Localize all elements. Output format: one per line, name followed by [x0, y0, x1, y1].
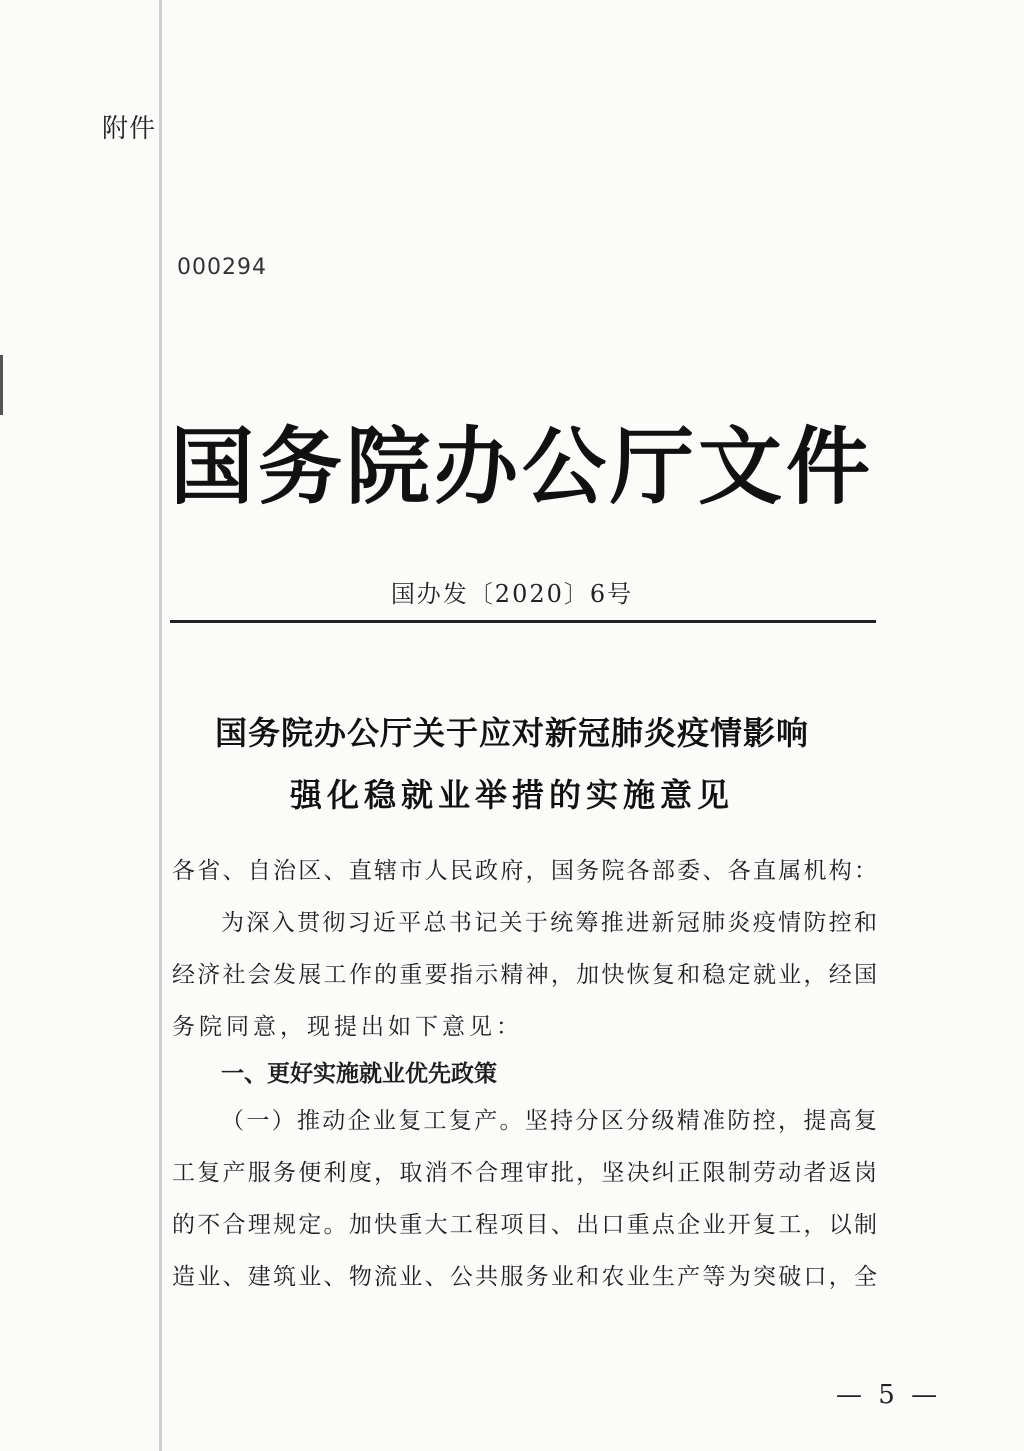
serial-number: 000294: [177, 255, 267, 280]
header-divider: [170, 620, 876, 623]
para-1-line-3: 的不合理规定。加快重大工程项目、出口重点企业开复工，以制: [172, 1212, 877, 1238]
title-line-2: 强化稳就业举措的实施意见: [289, 776, 734, 814]
document-number: 国办发〔2020〕6号: [390, 580, 634, 608]
para-1-line-1: （一）推动企业复工复产。坚持分区分级精准防控，提高复: [221, 1108, 877, 1134]
section-1-heading: 一、更好实施就业优先政策: [221, 1060, 497, 1087]
page-number: — 5 —: [836, 1380, 942, 1410]
title-line-1: 国务院办公厅关于应对新冠肺炎疫情影响: [214, 714, 809, 752]
addressee-line: 各省、自治区、直辖市人民政府，国务院各部委、各直属机构：: [172, 858, 877, 884]
attachment-label: 附件: [102, 114, 157, 144]
document-header: 国务院办公厅文件: [169, 417, 874, 516]
intro-line-3: 务院同意，现提出如下意见：: [172, 1014, 523, 1040]
para-1-line-4: 造业、建筑业、物流业、公共服务业和农业生产等为突破口，全: [172, 1264, 877, 1290]
para-1-line-2: 工复产服务便利度，取消不合理审批，坚决纠正限制劳动者返岗: [172, 1160, 877, 1186]
intro-line-2: 经济社会发展工作的重要指示精神，加快恢复和稳定就业，经国: [172, 962, 877, 988]
intro-line-1: 为深入贯彻习近平总书记关于统筹推进新冠肺炎疫情防控和: [221, 910, 877, 936]
